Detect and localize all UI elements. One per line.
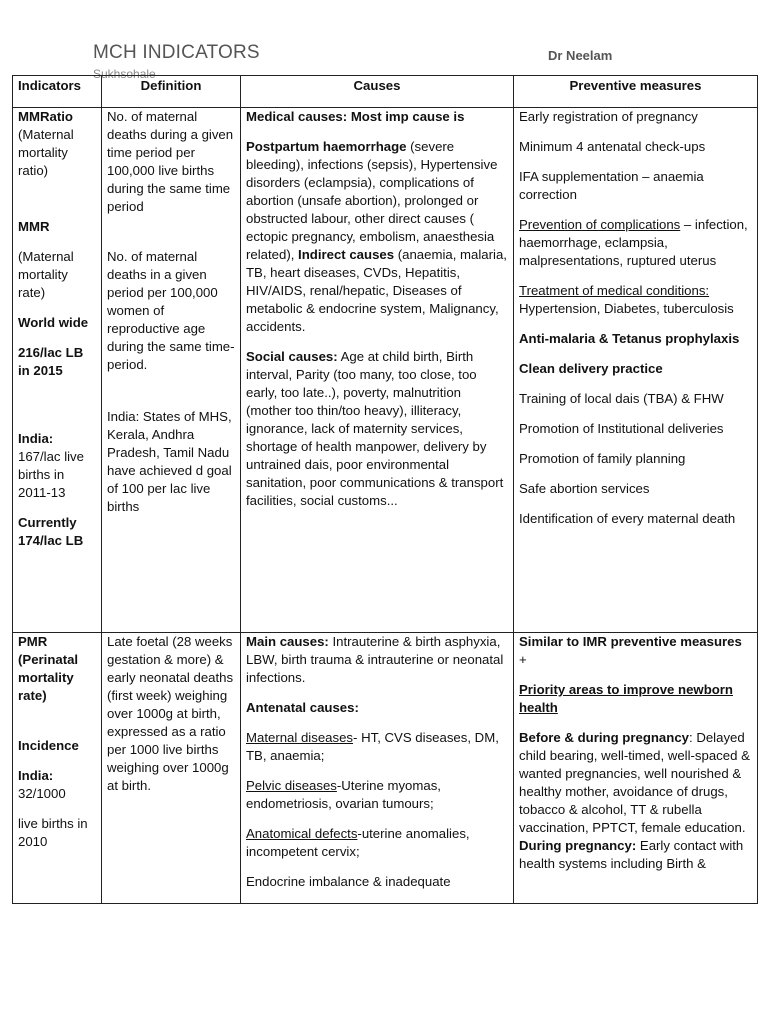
mmratio-definition: No. of maternal deaths during a given time period per 100,000 live births during the same time period	[107, 109, 234, 214]
india-value: 167/lac live births in 2011-13	[18, 449, 84, 500]
table-row-maternal-mortality	[13, 108, 758, 633]
mmr-definition: No. of maternal deaths in a given period per 100,000 women of reproductive age during the same time-period.	[107, 249, 235, 372]
priority-areas-heading: Priority areas to improve newborn health	[519, 682, 733, 715]
worldwide-label: World wide	[18, 315, 89, 330]
table-header-row	[13, 76, 758, 108]
pelvic-diseases-term: Pelvic diseases	[246, 778, 337, 793]
prevention-item: IFA supplementation – anaemia correction	[519, 169, 704, 202]
pmr-label: PMR (Perinatal mortality rate)	[18, 634, 79, 703]
indirect-causes-text: (anaemia, malaria, TB, heart diseases, CVDs, Hepatitis, HIV/AIDS, renal/hepatic, Diseases of metabolic & endocrine system, Malignancy, accidents.	[246, 247, 507, 334]
cell-prevention-pmr	[514, 633, 758, 904]
pelvic-diseases-text	[246, 777, 508, 813]
pmr-definition: Late foetal (28 weeks gestation & more) & early neonatal deaths (first week) weighing over 1000g at birth, expressed as a ratio per 1000 live births weighing over 1000g at birth.	[107, 634, 234, 793]
prevention-complications-term: Prevention of complications	[519, 217, 681, 232]
pmr-india-value: 32/1000	[18, 786, 66, 801]
prevention-item: Clean delivery practice	[519, 361, 663, 376]
column-header-indicators: Indicators	[13, 76, 102, 108]
prevention-item	[519, 216, 752, 270]
treatment-text: Hypertension, Diabetes, tuberculosis	[519, 301, 734, 316]
mmratio-full-name: (Maternal mortality ratio)	[18, 127, 74, 178]
pmr-india-note: live births in 2010	[18, 816, 88, 849]
social-causes-term: Social causes:	[246, 349, 338, 364]
indirect-causes-term: Indirect causes	[298, 247, 395, 262]
mmr-label: MMR	[18, 219, 50, 234]
prevention-item: Early registration of pregnancy	[519, 109, 698, 124]
mmr-full-name: (Maternal mortality rate)	[18, 249, 74, 300]
prevention-item: Promotion of family planning	[519, 451, 686, 466]
endocrine-text: Endocrine imbalance & inadequate	[246, 874, 451, 889]
table-row-perinatal-mortality	[13, 633, 758, 904]
mmratio-label: MMRatio	[18, 109, 73, 124]
anatomical-defects-text	[246, 825, 508, 861]
document-header	[0, 0, 768, 81]
prevention-item	[519, 282, 752, 318]
cell-prevention-mmr	[514, 108, 758, 633]
similar-imr-measures: Similar to IMR preventive measures	[519, 634, 742, 649]
cell-causes-mmr	[241, 108, 514, 633]
prevention-item: Anti-malaria & Tetanus prophylaxis	[519, 331, 740, 346]
cell-definition-mmr	[102, 108, 241, 633]
during-pregnancy-text: Early contact with health systems including Birth &	[519, 838, 744, 871]
pregnancy-measures-text	[519, 729, 752, 873]
currently-value: Currently 174/lac LB	[18, 515, 84, 548]
main-causes-term: Main causes:	[246, 634, 329, 649]
prevention-item: Minimum 4 antenatal check-ups	[519, 139, 706, 154]
social-causes-detail: Age at child birth, Birth interval, Parity (too many, too close, too early, too late..), poverty, malnutrition (mother too thin/too heavy), illiteracy, ignorance, lack of maternity services, shortage of health manpower, delivery by untrained dais, poor environmental sanitation, poor communications & transport facilities, social customs...	[246, 349, 504, 508]
maternal-diseases-detail: - HT, CVS diseases, DM, TB, anaemia;	[246, 730, 499, 763]
maternal-diseases-term: Maternal diseases	[246, 730, 354, 745]
medical-causes-text	[246, 138, 508, 336]
india-states-note: India: States of MHS, Kerala, Andhra Pradesh, Tamil Nadu have achieved d goal of 100 per lac live births	[107, 409, 232, 514]
document-title: MCH INDICATORS	[93, 42, 260, 63]
plus-sign: +	[519, 652, 527, 667]
pmr-india-label: India:	[18, 768, 54, 783]
pelvic-diseases-detail: -Uterine myomas, endometriosis, ovarian tumours;	[246, 778, 441, 811]
before-during-text: : Delayed child bearing, well-timed, well-spaced & wanted pregnancies, well nourished & healthy mother, avoidance of drugs, tobacco & alcohol, TT & rubella vaccination, PPTCT, female education.	[519, 730, 750, 835]
maternal-diseases-text	[246, 729, 508, 765]
cell-indicator-mmr	[13, 108, 102, 633]
cell-indicator-pmr	[13, 633, 102, 904]
prevention-item: Training of local dais (TBA) & FHW	[519, 391, 724, 406]
column-header-causes: Causes	[241, 76, 514, 108]
medical-causes-heading: Medical causes: Most imp cause is	[246, 109, 465, 124]
cell-causes-pmr	[241, 633, 514, 904]
social-causes-text	[246, 348, 508, 510]
anatomical-defects-term: Anatomical defects	[246, 826, 358, 841]
worldwide-value: 216/lac LB in 2015	[18, 345, 84, 378]
cell-definition-pmr	[102, 633, 241, 904]
column-header-definition: Definition	[102, 76, 241, 108]
anatomical-defects-detail: -uterine anomalies, incompetent cervix;	[246, 826, 470, 859]
prevention-item: Identification of every maternal death	[519, 511, 736, 526]
before-during-term: Before & during pregnancy	[519, 730, 689, 745]
document-author: Dr Neelam	[548, 48, 613, 63]
treatment-term: Treatment of medical conditions:	[519, 283, 710, 298]
antenatal-causes-heading: Antenatal causes:	[246, 700, 359, 715]
prevention-item: Promotion of Institutional deliveries	[519, 421, 724, 436]
during-pregnancy-term: During pregnancy:	[519, 838, 637, 853]
column-header-preventive-measures: Preventive measures	[514, 76, 758, 108]
prevention-item: Safe abortion services	[519, 481, 650, 496]
main-causes-text	[246, 633, 508, 687]
incidence-label: Incidence	[18, 738, 79, 753]
main-causes-detail: Intrauterine & birth asphyxia, LBW, birth trauma & intrauterine or neonatal infections.	[246, 634, 504, 685]
india-label: India:	[18, 431, 54, 446]
pph-text: (severe bleeding), infections (sepsis), Hypertensive disorders (eclampsia), complications of abortion (unsafe abortion), prolonged or obstructed labour, other direct causes ( ectopic pregnancy, embolism, anaesthesia related),	[246, 139, 498, 262]
prevention-complications-text: – infection, haemorrhage, eclampsia, malpresentations, ruptured uterus	[519, 217, 748, 268]
pph-term: Postpartum haemorrhage	[246, 139, 407, 154]
document-author-surname: Sukhsohale	[93, 67, 156, 81]
mch-indicators-table	[12, 75, 758, 904]
